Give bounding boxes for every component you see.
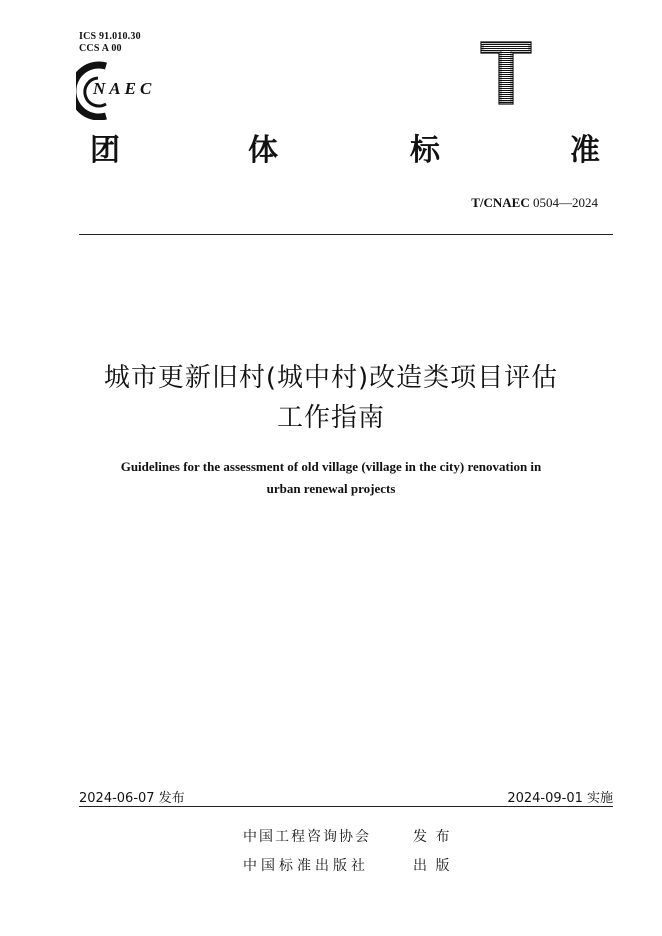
- issue-date: 2024-06-07 发布: [79, 791, 185, 806]
- title-en-line2: urban renewal projects: [266, 481, 396, 496]
- printer-role: 出 版: [413, 858, 452, 874]
- standard-code: 0504—2024: [533, 195, 598, 210]
- logo-text: NAEC: [93, 79, 156, 98]
- heading-char-biao: 标: [410, 133, 440, 168]
- heading-char-zhun: 准: [570, 133, 600, 168]
- standard-number: [471, 195, 598, 211]
- heading-char-tuan: 团: [90, 133, 120, 168]
- title-en-line1: Guidelines for the assessment of old village (village in the city) renovation in: [120, 459, 542, 474]
- implementation-date: 2024-09-01 实施: [507, 791, 613, 806]
- heading-char-ti: 体: [248, 133, 278, 168]
- ics-code: ICS 91.010.30: [79, 31, 141, 42]
- title-cn-line1: 城市更新旧村(城中村)改造类项目评估: [103, 363, 559, 393]
- standard-type-letter: [478, 40, 534, 106]
- printer-name: 中国标准出版社: [243, 858, 369, 874]
- publisher-role: 发 布: [413, 829, 452, 845]
- document-category-heading: [90, 133, 610, 173]
- publisher-name: 中国工程咨询协会: [243, 829, 371, 845]
- title-cn-line2: 工作指南: [276, 403, 385, 433]
- classification-codes: [79, 31, 141, 55]
- top-divider: [79, 234, 613, 235]
- bottom-divider: [79, 806, 613, 807]
- standard-prefix: T/CNAEC: [471, 195, 530, 210]
- ccs-code: CCS A 00: [79, 43, 122, 54]
- naec-logo: [76, 60, 176, 120]
